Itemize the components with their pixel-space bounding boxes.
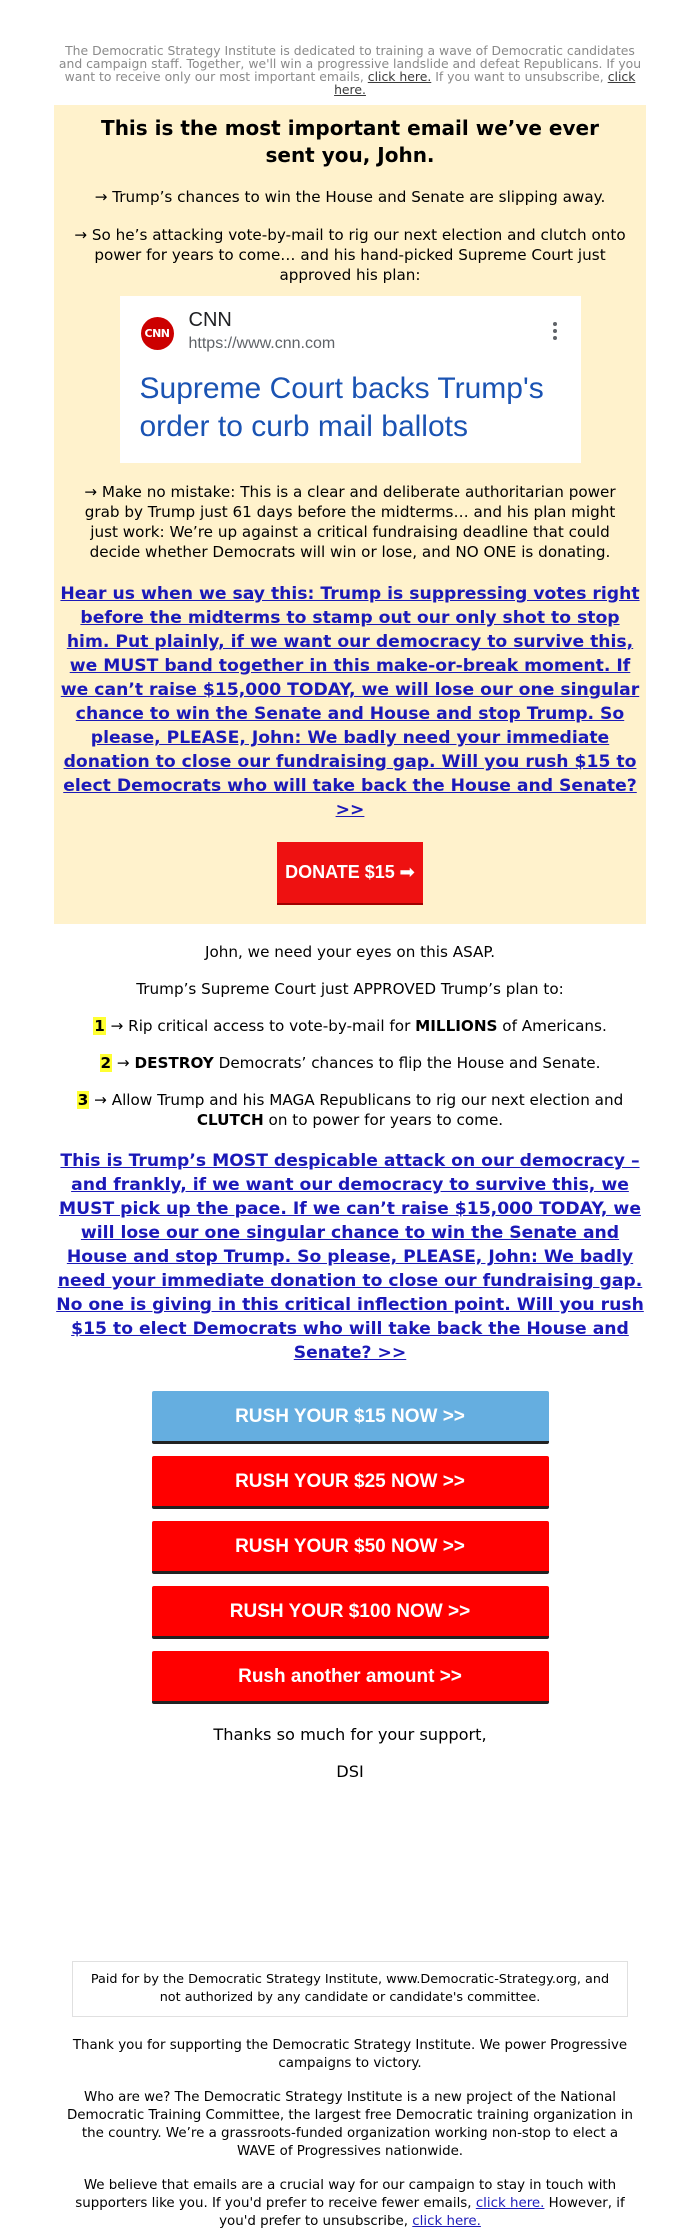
card-source-name: CNN [188, 309, 232, 331]
rush-button-group [54, 1365, 646, 1704]
preheader-important-emails-link[interactable]: click here. [367, 69, 432, 84]
body-line-1: John, we need your eyes on this ASAP. [204, 943, 496, 961]
donate-link-paragraph-2[interactable]: This is Trump’s MOST despicable attack on our democracy – and frankly, if we want our democracy to survive this, we MUST pick up the pace. If we can’t raise $15,000 TODAY, we will lose our one singular chance to win the Senate and House and stop Trump. So please, PLEASE, John: We badly need your immediate donation to close our fundraising gap. No one is giving in this critical inflection point. Will you rush $15 to elect Democrats who will take back the House and Senate? >> [56, 1151, 644, 1363]
footer-thank-you: Thank you for supporting the Democratic Strategy Institute. We power Progressive campaigns to victory. [72, 2038, 628, 2071]
rush-15-button[interactable]: RUSH YOUR $15 NOW >> [152, 1391, 549, 1444]
email-container [54, 0, 646, 2231]
cnn-news-card[interactable] [120, 296, 581, 463]
card-source-url: https://www.cnn.com [188, 335, 336, 352]
rush-100-button[interactable]: RUSH YOUR $100 NOW >> [152, 1586, 549, 1639]
rush-50-button[interactable]: RUSH YOUR $50 NOW >> [152, 1521, 549, 1574]
list-item-3-tail: on to power for years to come. [263, 1111, 504, 1129]
intro-paragraph-1: → Trump’s chances to win the House and Senate are slipping away. [94, 188, 606, 206]
list-item-3-bold: CLUTCH [196, 1111, 264, 1129]
footer-email-preferences [54, 2161, 646, 2231]
donate-15-button[interactable]: DONATE $15 ➟ [277, 842, 423, 903]
preheader [54, 0, 646, 105]
footer-fewer-emails-link[interactable]: click here. [475, 2196, 545, 2211]
list-number-3: 3 [77, 1091, 89, 1109]
email-headline: This is the most important email we’ve ever sent you, John. [101, 116, 599, 167]
kebab-menu-icon[interactable] [553, 322, 557, 343]
highlight-box [54, 105, 646, 924]
list-item-1 [54, 999, 646, 1036]
list-item-3-text: → Allow Trump and his MAGA Republicans to rig our next election and [89, 1091, 624, 1109]
cnn-logo: CNN [141, 317, 174, 350]
footer-email-mid: However, if you'd prefer to unsubscribe, [219, 2196, 625, 2229]
footer-unsubscribe-link[interactable]: click here. [412, 2214, 481, 2229]
thanks-line: Thanks so much for your support, [213, 1725, 487, 1744]
list-item-1-bold: MILLIONS [415, 1017, 498, 1035]
list-item-2-text: → [112, 1054, 135, 1072]
intro-paragraph-2: → So he’s attacking vote-by-mail to rig our next election and clutch onto power for years to come… and his hand-picked Supreme Court just approved his plan: [74, 226, 626, 284]
list-item-2 [54, 1036, 646, 1073]
rush-25-button[interactable]: RUSH YOUR $25 NOW >> [152, 1456, 549, 1509]
list-number-1: 1 [94, 1017, 105, 1035]
list-item-3 [54, 1073, 646, 1130]
list-number-2: 2 [100, 1054, 112, 1072]
footer-who-we-are: Who are we? The Democratic Strategy Institute is a new project of the National Democratic Training Committee, the largest free Democratic training organization in the country. We’re a grassroots-funded organization working non-stop to elect a WAVE of Progressives nationwide. [67, 2090, 633, 2159]
donate-link-paragraph-1[interactable]: Hear us when we say this: Trump is suppressing votes right before the midterms to stamp out our only shot to stop him. Put plainly, if we want our democracy to survive this, we MUST band together in this make-or-break moment. If we can’t raise $15,000 TODAY, we will lose our one singular chance to win the Senate and House and stop Trump. So please, PLEASE, John: We badly need your immediate donation to close our fundraising gap. Will you rush $15 to elect Democrats who will take back the House and Senate? >> [60, 584, 640, 820]
preheader-middle-text: If you want to unsubscribe, [431, 69, 604, 84]
signature: DSI [336, 1762, 364, 1781]
intro-paragraph-3: → Make no mistake: This is a clear and deliberate authoritarian power grab by Trump just 61 days before the midterms… and his plan might just work: We’re up against a critical fundraising deadline that could decide whether Democrats will win or lose, and NO ONE is donating. [84, 483, 616, 561]
footer-email-text: We believe that emails are a crucial way for our campaign to stay in touch with supporters like you. If you'd prefer to receive fewer emails, [75, 2178, 617, 2211]
list-item-1-tail: of Americans. [497, 1017, 607, 1035]
body-line-2: Trump’s Supreme Court just APPROVED Trump’s plan to: [136, 980, 564, 998]
list-item-2-tail: Democrats’ chances to flip the House and Senate. [213, 1054, 601, 1072]
preheader-text: The Democratic Strategy Institute is dedicated to training a wave of Democratic candidates and campaign staff. Together, we'll win a progressive landslide and defeat Republicans. If you want to receive only our most important emails, [58, 43, 642, 84]
rush-other-amount-button[interactable]: Rush another amount >> [152, 1651, 549, 1704]
card-headline: Supreme Court backs Trump's order to curb mail ballots [139, 372, 544, 443]
preheader-unsubscribe-link[interactable]: click here. [334, 69, 636, 97]
list-item-1-text: → Rip critical access to vote-by-mail for [105, 1017, 416, 1035]
list-item-2-bold: DESTROY [134, 1054, 214, 1072]
paid-for-disclaimer: Paid for by the Democratic Strategy Institute, www.Democratic-Strategy.org, and not authorized by any candidate or candidate's committee. [72, 1961, 628, 2017]
